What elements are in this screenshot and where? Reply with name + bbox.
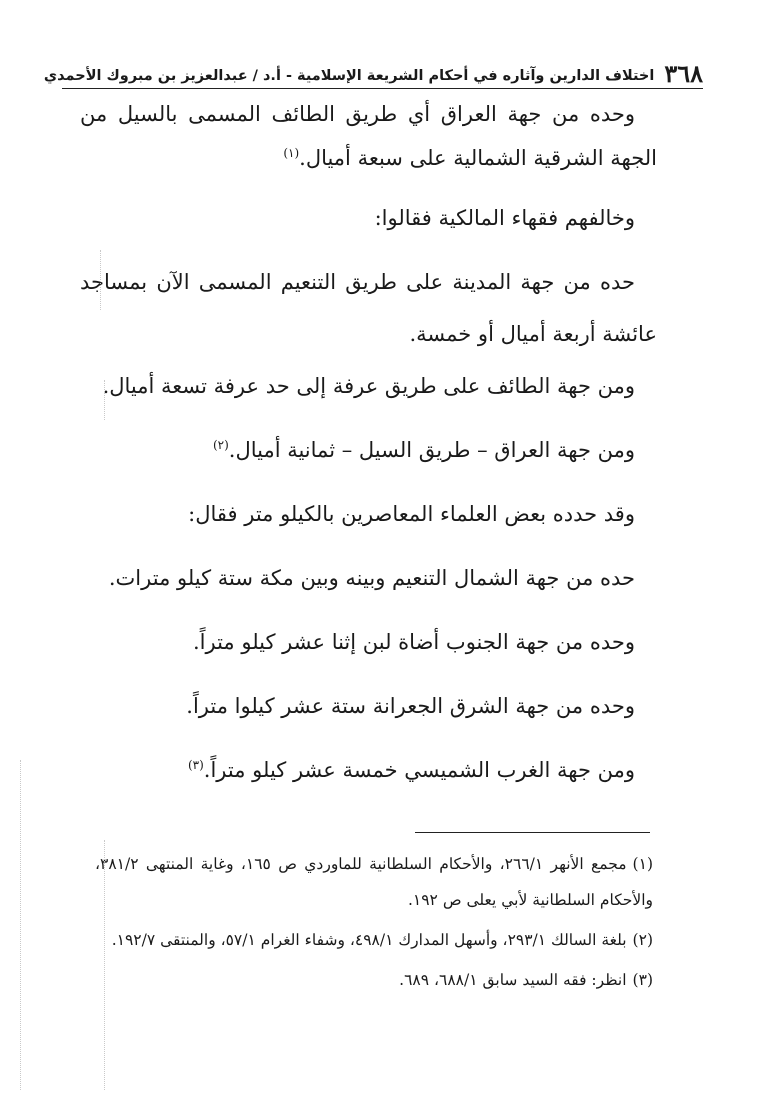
footnote-marker: (٢) — [632, 931, 653, 949]
page-number: ٣٦٨ — [664, 59, 703, 88]
scan-artifact — [104, 840, 105, 1090]
scan-artifact — [104, 380, 105, 420]
paragraph: ومن جهة العراق – طريق السيل – ثمانية أميال.$^{(٢)}$ — [212, 438, 635, 462]
footnote-ref: (٣) — [187, 758, 204, 772]
footnote-text: مجمع الأنهر ٢٦٦/١، والأحكام السلطانية للماوردي ص ١٦٥، وغاية المنتهى ٣٨١/٢، والأحكام السلطانية لأبي يعلى ص ١٩٢. — [95, 855, 653, 909]
paragraph: ومن جهة الغرب الشميسي خمسة عشر كيلو متراً.$^{(٣)}$ — [187, 758, 635, 782]
footnote-marker: (١) — [632, 855, 653, 873]
running-title: اختلاف الدارين وآثاره في أحكام الشريعة الإسلامية - أ.د / عبدالعزيز بن مبروك الأحمدي — [43, 68, 655, 84]
paragraph: وخالفهم فقهاء المالكية فقالوا: — [374, 206, 635, 230]
footnote — [95, 962, 653, 998]
footnote-text: بلغة السالك ٢٩٣/١، وأسهل المدارك ٤٩٨/١، وشفاء الغرام ٥٧/١، والمنتقى ١٩٢/٧. — [111, 931, 627, 949]
footnote-marker: (٣) — [632, 971, 653, 989]
footnotes — [95, 846, 653, 1002]
footnote-text: انظر: فقه السيد سابق ٦٨٨/١، ٦٨٩. — [399, 971, 627, 989]
paragraph: وحده من جهة الجنوب أضاة لبن إثنا عشر كيلو متراً. — [193, 630, 635, 654]
footnote — [95, 846, 653, 918]
paragraph: حده من جهة المدينة على طريق التنعيم المسمى الآن بمساجد عائشة أربعة أميال أو خمسة. — [80, 270, 657, 346]
footnote-divider — [415, 832, 650, 833]
page-header — [43, 56, 703, 88]
header-divider — [62, 88, 703, 89]
paragraph: وحده من جهة الشرق الجعرانة ستة عشر كيلوا متراً. — [186, 694, 635, 718]
footnote-ref: (١) — [283, 146, 300, 160]
scan-artifact — [20, 760, 21, 1090]
paragraph: ومن جهة الطائف على طريق عرفة إلى حد عرفة تسعة أميال. — [102, 374, 635, 398]
paragraph: وقد حدده بعض العلماء المعاصرين بالكيلو متر فقال: — [188, 502, 635, 526]
footnote-ref: (٢) — [212, 438, 229, 452]
paragraph: حده من جهة الشمال التنعيم وبينه وبين مكة ستة كيلو مترات. — [108, 566, 635, 590]
scan-artifact — [100, 250, 101, 310]
footnote — [95, 922, 653, 958]
paragraph: وحده من جهة العراق أي طريق الطائف المسمى بالسيل من الجهة الشرقية الشمالية على سبعة أميال.$^{(١)}$ — [80, 102, 657, 170]
